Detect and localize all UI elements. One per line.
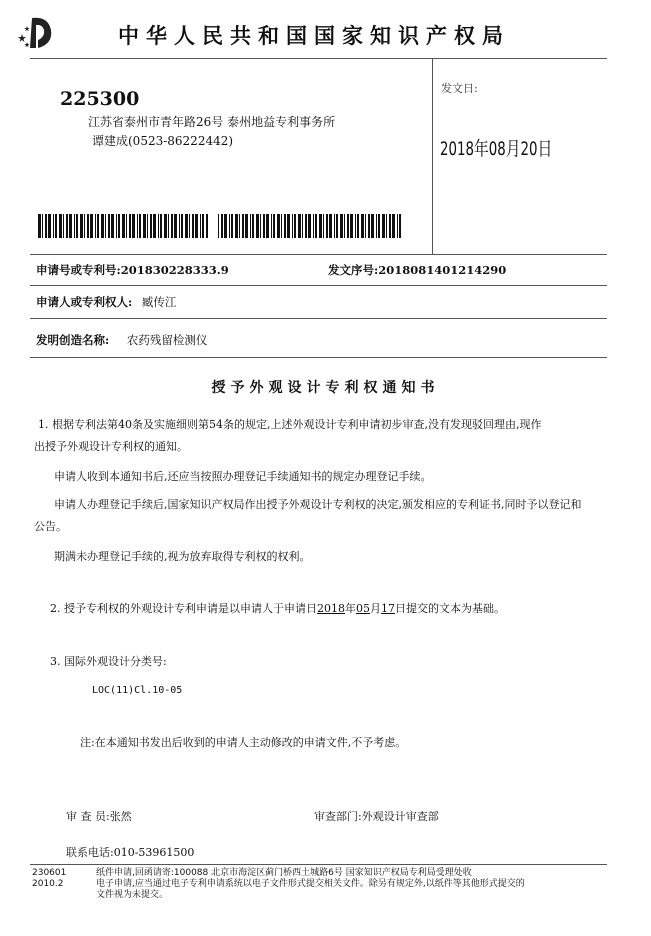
section-2 (50, 598, 505, 620)
invention-label: 发明创造名称: (36, 333, 110, 347)
filing-year: 2018 (317, 602, 345, 615)
recipient: 谭建成(0523-86222442) (92, 134, 234, 148)
applicant-name: 臧传江 (141, 295, 177, 309)
paragraph-1-line-1: 1. 根据专利法第40条及实施细则第54条的规定,上述外观设计专利申请初步审查,没有发现驳回理由,现作 (38, 418, 542, 431)
filing-month: 05 (356, 602, 370, 615)
footer-rule (30, 864, 607, 865)
section-3: 3. 国际外观设计分类号: (50, 655, 167, 668)
examination-department: 审查部门:外观设计审查部 (314, 810, 439, 823)
filing-day: 17 (381, 602, 395, 615)
footer-line-1: 纸件申请,回函请寄:100088 北京市海淀区蓟门桥西土城路6号 国家知识产权局专利局受理处收 (96, 868, 472, 878)
paragraph-3-line-1: 申请人办理登记手续后,国家知识产权局作出授予外观设计专利权的决定,颁发相应的专利证书,同时予以登记和 (54, 498, 582, 511)
form-code: 230601 (32, 868, 67, 878)
footer-line-3: 文件视为未提交。 (96, 890, 169, 900)
section-2-suffix: 日提交的文本为基础。 (395, 602, 505, 615)
barcode-right (218, 214, 404, 238)
application-number-label: 申请号或专利号: (36, 263, 121, 277)
invention-name: 农药残留检测仪 (126, 333, 208, 347)
issue-date: 2018年08月20日 (440, 138, 553, 160)
paragraph-3-line-2: 公告。 (34, 520, 67, 533)
note: 注:在本通知书发出后收到的申请人主动修改的申请文件,不予考虑。 (80, 736, 407, 749)
year-char: 年 (345, 602, 356, 615)
application-number-row (36, 262, 229, 278)
section-2-prefix: 2. 授予专利权的外观设计专利申请是以申请人于申请日 (50, 602, 317, 615)
examiner: 审 查 员:张然 (66, 810, 132, 823)
column-divider (432, 58, 433, 254)
applicant-label: 申请人或专利权人: (36, 295, 133, 309)
paragraph-1 (34, 414, 598, 458)
rule (30, 254, 607, 255)
paragraph-1-line-2: 出授予外观设计专利权的通知。 (34, 440, 188, 453)
serial-number-label: 发文序号: (328, 263, 379, 277)
serial-number-row (328, 262, 506, 278)
mailing-address: 江苏省泰州市青年路26号 泰州地益专利事务所 (88, 115, 336, 129)
issue-date-label: 发文日: (441, 82, 478, 95)
invention-row (36, 332, 207, 348)
rule (30, 318, 607, 319)
footer-instructions (96, 868, 616, 901)
applicant-row (36, 294, 176, 310)
notice-title: 授予外观设计专利权通知书 (211, 380, 440, 396)
serial-number: 2018081401214290 (378, 263, 507, 277)
header-rule (30, 58, 607, 59)
form-version: 2010.2 (32, 879, 64, 889)
organization-name: 中华人民共和国国家知识产权局 (118, 24, 510, 48)
footer-line-2: 电子申请,应当通过电子专利申请系统以电子文件形式提交相关文件。除另有规定外,以纸件等其他形式提交的 (96, 879, 525, 889)
paragraph-4: 期满未办理登记手续的,视为放弃取得专利权的权利。 (54, 550, 311, 563)
rule (30, 285, 607, 286)
rule (30, 357, 607, 358)
barcode-left (38, 214, 208, 238)
postcode: 225300 (60, 88, 140, 110)
paragraph-2: 申请人收到本通知书后,还应当按照办理登记手续通知书的规定办理登记手续。 (54, 470, 432, 483)
paragraph-3 (34, 494, 604, 538)
contact-phone: 联系电话:010-53961500 (66, 846, 195, 859)
application-number: 201830228333.9 (120, 263, 229, 277)
loc-classification: LOC(11)Cl.10-05 (92, 685, 183, 696)
patent-office-logo (18, 14, 54, 52)
footer-codes (32, 868, 66, 890)
month-char: 月 (370, 602, 381, 615)
